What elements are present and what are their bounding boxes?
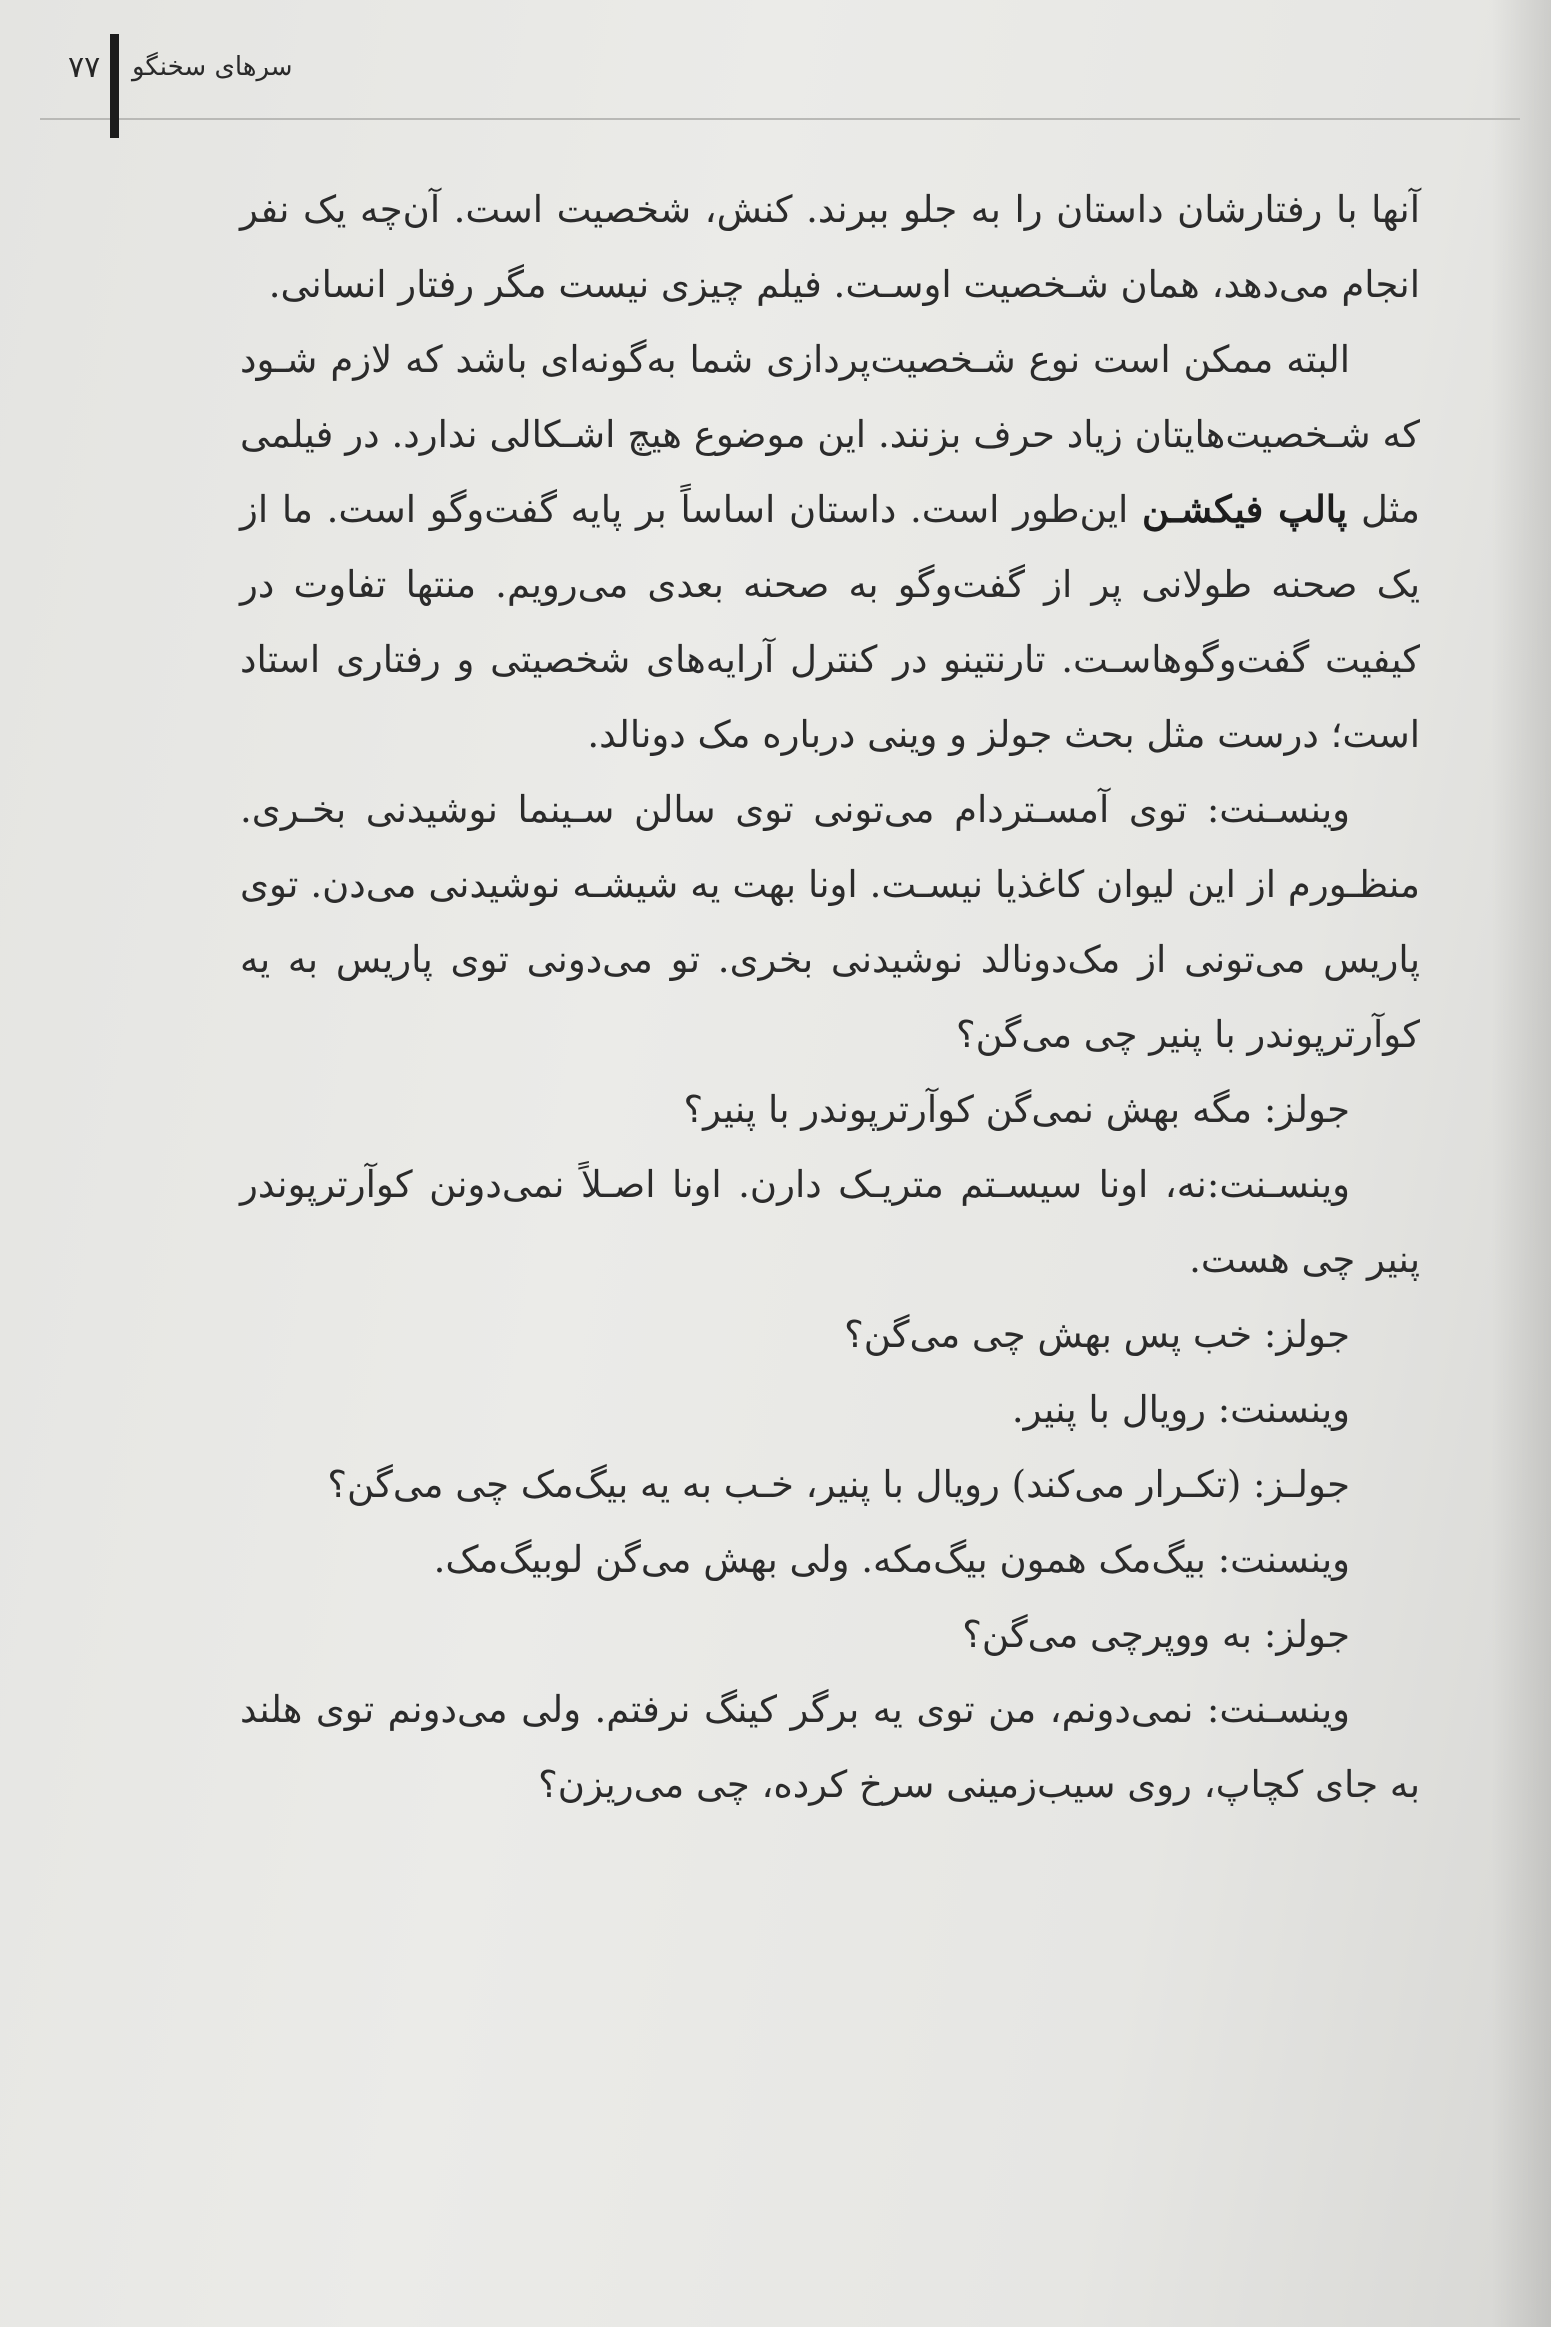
dialogue-line-3: وینسـنت:نه، اونا سیسـتم متریـک دارن. اونا اصـلاً نمی‌دونن کوآرترپوندر پنیر چی هست.: [240, 1163, 1420, 1281]
page-body: [240, 172, 1420, 1822]
dialogue-line-7: وینسنت: بیگ‌مک همون بیگ‌مکه. ولی بهش می‌گن لوبیگ‌مک.: [433, 1538, 1350, 1581]
page-header: [40, 28, 300, 136]
page-number: ۷۷: [68, 50, 101, 85]
page-edge-shadow: [1491, 0, 1551, 2327]
dialogue-line-6: جولـز: (تکـرار می‌کند) رویال با پنیر، خـب به یه بیگ‌مک چی می‌گن؟: [327, 1463, 1350, 1506]
dialogue-line-4: جولز: خب پس بهش چی می‌گن؟: [844, 1313, 1350, 1356]
paragraph-2: [240, 322, 1420, 772]
running-title: سرهای سخنگو: [132, 52, 293, 82]
dialogue-line-2: جولز: مگه بهش نمی‌گن کوآرترپوندر با پنیر؟: [683, 1088, 1350, 1131]
header-rule: [40, 118, 1520, 120]
dialogue-line-5: وینسنت: رویال با پنیر.: [1011, 1388, 1350, 1431]
film-title-pulp-fiction: پالپ فیکشـن: [1142, 487, 1348, 531]
header-bar: [110, 34, 119, 138]
paragraph-2-text-start: البته ممکن است نوع شـخصیت‌پردازی شما به‌گونه‌ای باشد که لازم شـود که شـخصیت‌هایتان زیاد حرف بزنند. این موضوع هیچ اشـکالی ندارد. در فیلمی مثل: [240, 338, 1420, 531]
dialogue-line-8: جولز: به ووپرچی می‌گن؟: [962, 1613, 1350, 1656]
paragraph-2-text-end: این‌طور است. داستان اساساً بر پایه گفت‌وگو است. ما از یک صحنه طولانی پر از گفت‌وگو به صحنه بعدی می‌رویم. منتها تفاوت در کیفیت گفت‌وگوهاسـت. تارنتینو در کنترل آرایه‌های شخصیتی و رفتاری استاد است؛ درست مثل بحث جولز و وینی درباره مک دونالد.: [240, 488, 1420, 756]
dialogue-line-9: وینسـنت: نمی‌دونم، من توی یه برگر کینگ نرفتم. ولی می‌دونم توی هلند به جای کچاپ، روی سیب‌زمینی سرخ کرده، چی می‌ریزن؟: [240, 1688, 1420, 1806]
dialogue-line-1: وینسـنت: توی آمسـتردام می‌تونی توی سالن سـینما نوشیدنی بخـری. منظـورم از این لیوان کاغذیا نیسـت. اونا بهت یه شیشـه نوشیدنی می‌دن. توی پاریس می‌تونی از مک‌دونالد نوشیدنی بخری. تو می‌دونی توی پاریس به یه کوآرترپوندر با پنیر چی می‌گن؟: [240, 788, 1420, 1056]
paragraph-1: آنها با رفتارشان داستان را به جلو ببرند. کنش، شخصیت است. آن‌چه یک نفر انجام می‌دهد، همان شـخصیت اوسـت. فیلم چیزی نیست مگر رفتار انسانی.: [240, 188, 1420, 306]
